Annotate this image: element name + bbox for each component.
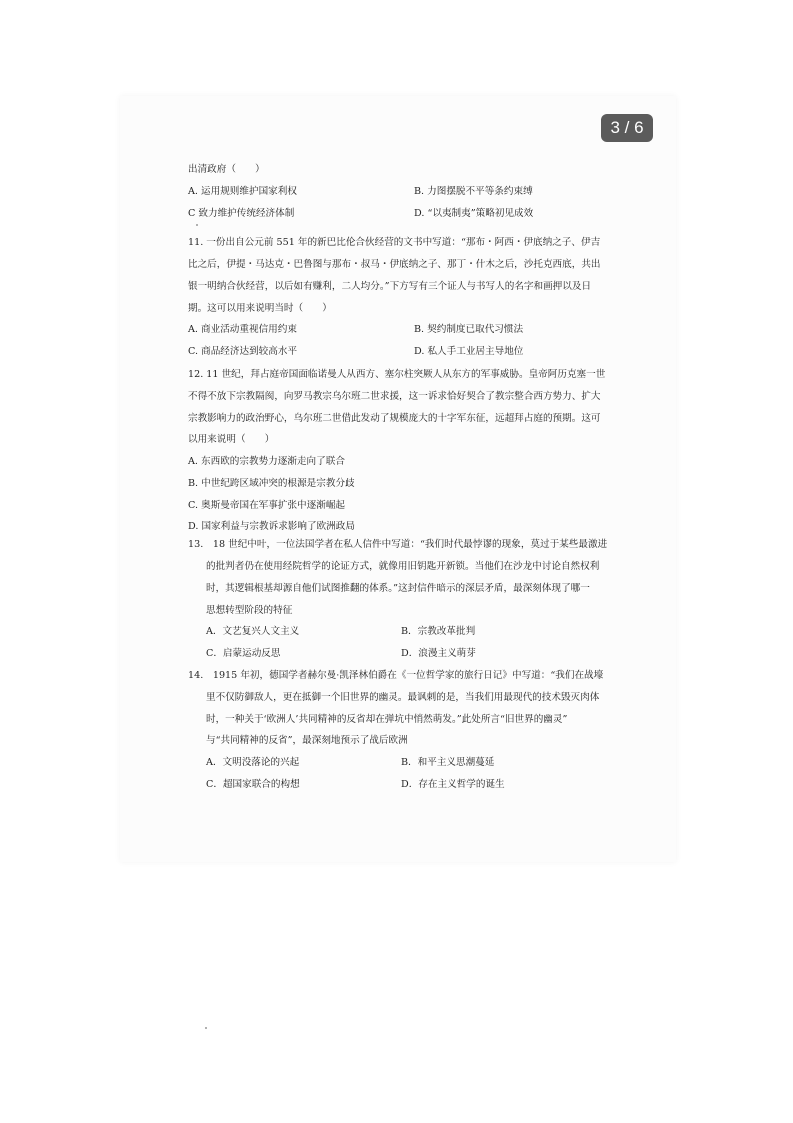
q14-stem-line: 14. 1915 年初，德国学者赫尔曼·凯泽林伯爵在《一位哲学家的旅行日记》中写道：“我们在战壕 — [188, 670, 604, 681]
q11-option-a: A. 商业活动重视信用约束 — [188, 324, 297, 335]
q12-stem-line: 宗教影响力的政治野心，乌尔班二世借此发动了规模庞大的十字军东征，远超拜占庭的预期。这可 — [188, 413, 601, 424]
q12-option-c: C. 奥斯曼帝国在军事扩张中逐渐崛起 — [188, 500, 346, 511]
q12-option-a: A. 东西欧的宗教势力逐渐走向了联合 — [188, 456, 345, 467]
q11-option-d: D. 私人手工业居主导地位 — [414, 346, 524, 357]
q14-option-c: C．超国家联合的构想 — [206, 779, 300, 790]
q11-option-c: C. 商品经济达到较高水平 — [188, 346, 298, 357]
scan-speck — [196, 224, 198, 226]
q11-stem-line: 银一明纳合伙经营，以后如有赚利，二人均分。”下方写有三个证人与书写人的名字和画押以及日 — [188, 281, 592, 292]
q10-option-b: B. 力图摆脱不平等条约束缚 — [414, 186, 533, 197]
q13-option-b: B．宗教改革批判 — [401, 626, 476, 637]
q10-option-c: C 致力维护传统经济体制 — [188, 208, 295, 219]
q14-option-d: D．存在主义哲学的诞生 — [401, 779, 505, 790]
q14-stem-line: 与“共同精神的反省”，最深刻地预示了战后欧洲 — [206, 735, 408, 746]
q13-stem-line: 的批判者仍在使用经院哲学的论证方式，就像用旧钥匙开新锁。当他们在沙龙中讨论自然权利 — [206, 561, 600, 572]
q14-stem-line: 里不仅防御敌人，更在抵御一个旧世界的幽灵。最讽刺的是，当我们用最现代的技术毁灭肉体 — [206, 692, 600, 703]
q13-stem-line: 时，其逻辑根基却源自他们试图推翻的体系。”这封信件暗示的深层矛盾，最深刻体现了哪一 — [206, 583, 590, 594]
scan-speck — [205, 1027, 207, 1029]
q13-option-a: A．文艺复兴人文主义 — [206, 626, 300, 637]
q13-stem-line: 思想转型阶段的特征 — [206, 605, 293, 616]
q12-option-d: D. 国家利益与宗教诉求影响了欧洲政局 — [188, 521, 355, 532]
q11-stem-line: 期。这可以用来说明当时（ ） — [188, 303, 332, 314]
q10-option-d: D. “以夷制夷”策略初见成效 — [414, 208, 534, 219]
q14-option-b: B．和平主义思潮蔓延 — [401, 757, 495, 768]
q11-option-b: B. 契约制度已取代习惯法 — [414, 324, 524, 335]
q13-stem-line: 13. 18 世纪中叶，一位法国学者在私人信件中写道：“我们时代最悖谬的现象，莫过于某些最激进 — [188, 539, 608, 550]
q11-stem-line: 比之后，伊提・马达克・巴鲁图与那布・叔马・伊底纳之子、那丁・什木之后，沙托克西底，共出 — [188, 259, 601, 270]
q14-stem-line: 时，一种关于‘欧洲人’共同精神的反省却在弹坑中悄然萌发。”此处所言“旧世界的幽灵” — [206, 714, 568, 725]
q13-option-c: C．启蒙运动反思 — [206, 648, 281, 659]
q12-stem-line: 12. 11 世纪，拜占庭帝国面临诺曼人从西方、塞尔柱突厥人从东方的军事威胁。皇帝阿历克塞一世 — [188, 369, 606, 380]
q12-stem-line: 不得不放下宗教隔阂，向罗马教宗乌尔班二世求援，这一诉求恰好契合了教宗整合西方势力、扩大 — [188, 391, 601, 402]
q11-stem-line: 11. 一份出自公元前 551 年的新巴比伦合伙经营的文书中写道：“那布・阿西・伊底纳之子、伊吉 — [188, 237, 601, 248]
q14-option-a: A．文明没落论的兴起 — [206, 757, 300, 768]
q10-stem-tail: 出清政府（ ） — [188, 164, 265, 175]
q12-stem-line: 以用来说明（ ） — [188, 434, 275, 445]
page-indicator: 3 / 6 — [601, 114, 653, 142]
q13-option-d: D．浪漫主义萌芽 — [401, 648, 476, 659]
q12-option-b: B. 中世纪跨区域冲突的根源是宗教分歧 — [188, 478, 355, 489]
q10-option-a: A. 运用规则维护国家利权 — [188, 186, 297, 197]
